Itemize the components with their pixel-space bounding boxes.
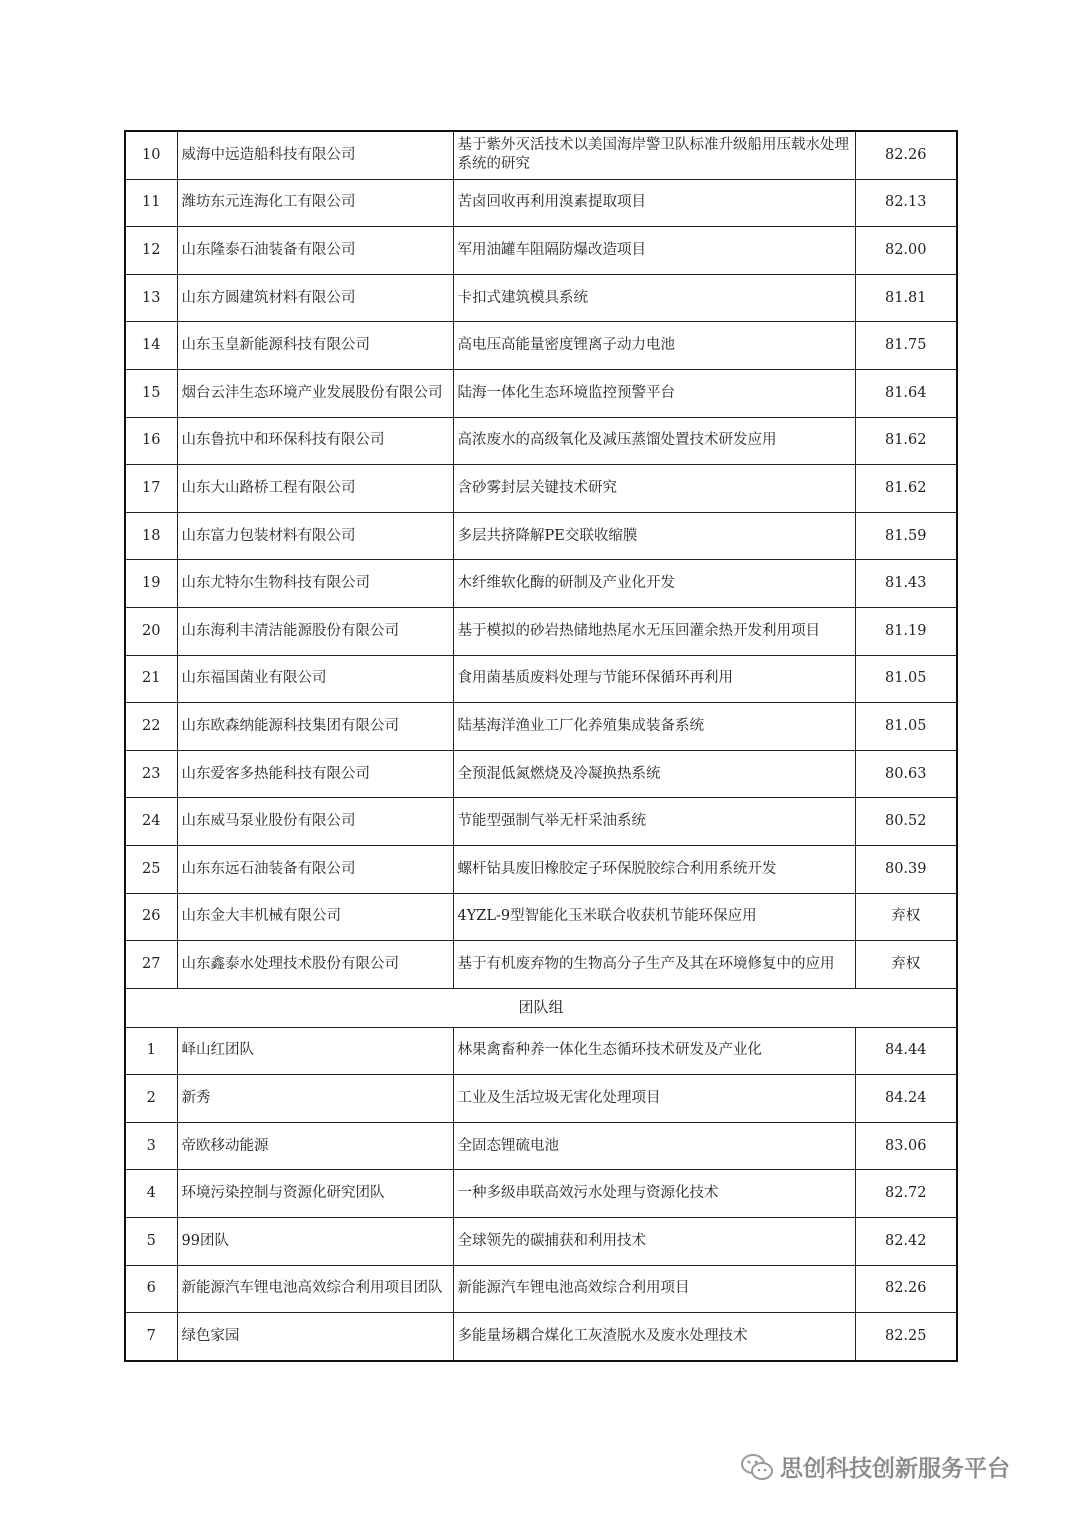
row-number: 23 [125, 750, 177, 798]
row-number: 17 [125, 465, 177, 513]
row-number: 25 [125, 845, 177, 893]
group-header-row [125, 988, 957, 1027]
table-row [125, 1313, 957, 1361]
company-name: 山东富力包装材料有限公司 [177, 512, 453, 560]
project-name: 多层共挤降解PE交联收缩膜 [453, 512, 855, 560]
table-row [125, 1075, 957, 1123]
project-name: 陆海一体化生态环境监控预警平台 [453, 369, 855, 417]
project-name: 全预混低氮燃烧及冷凝换热系统 [453, 750, 855, 798]
company-name: 环境污染控制与资源化研究团队 [177, 1170, 453, 1218]
table-row [125, 607, 957, 655]
wechat-icon [740, 1452, 774, 1482]
results-table-body [125, 131, 957, 1361]
table-row [125, 798, 957, 846]
watermark [740, 1450, 1010, 1483]
table-row [125, 465, 957, 513]
project-name: 陆基海洋渔业工厂化养殖集成装备系统 [453, 703, 855, 751]
row-number: 3 [125, 1122, 177, 1170]
project-name: 4YZL-9型智能化玉米联合收获机节能环保应用 [453, 893, 855, 941]
table-row [125, 845, 957, 893]
row-number: 24 [125, 798, 177, 846]
table-row [125, 1027, 957, 1075]
project-name: 基于有机废弃物的生物高分子生产及其在环境修复中的应用 [453, 941, 855, 989]
row-number: 20 [125, 607, 177, 655]
project-name: 食用菌基质废料处理与节能环保循环再利用 [453, 655, 855, 703]
row-number: 16 [125, 417, 177, 465]
score: 81.75 [855, 322, 957, 370]
watermark-text: 思创科技创新服务平台 [780, 1456, 1010, 1482]
score: 81.05 [855, 703, 957, 751]
company-name: 99团队 [177, 1218, 453, 1266]
company-name: 山东爱客多热能科技有限公司 [177, 750, 453, 798]
project-name: 新能源汽车锂电池高效综合利用项目 [453, 1265, 855, 1313]
table-row [125, 274, 957, 322]
score: 81.19 [855, 607, 957, 655]
score: 82.72 [855, 1170, 957, 1218]
score: 82.26 [855, 131, 957, 179]
project-name: 军用油罐车阻隔防爆改造项目 [453, 227, 855, 275]
score: 81.64 [855, 369, 957, 417]
project-name: 多能量场耦合煤化工灰渣脱水及废水处理技术 [453, 1313, 855, 1361]
project-name: 全固态锂硫电池 [453, 1122, 855, 1170]
row-number: 7 [125, 1313, 177, 1361]
row-number: 22 [125, 703, 177, 751]
project-name: 工业及生活垃圾无害化处理项目 [453, 1075, 855, 1123]
table-row [125, 369, 957, 417]
score: 82.25 [855, 1313, 957, 1361]
score: 82.00 [855, 227, 957, 275]
table-row [125, 1122, 957, 1170]
row-number: 5 [125, 1218, 177, 1266]
score: 弃权 [855, 893, 957, 941]
table-row [125, 703, 957, 751]
company-name: 帝欧移动能源 [177, 1122, 453, 1170]
score: 82.13 [855, 179, 957, 227]
table-row [125, 512, 957, 560]
score: 84.24 [855, 1075, 957, 1123]
company-name: 山东威马泵业股份有限公司 [177, 798, 453, 846]
company-name: 烟台云沣生态环境产业发展股份有限公司 [177, 369, 453, 417]
score: 81.43 [855, 560, 957, 608]
company-name: 山东海利丰清洁能源股份有限公司 [177, 607, 453, 655]
company-name: 山东玉皇新能源科技有限公司 [177, 322, 453, 370]
row-number: 11 [125, 179, 177, 227]
score: 81.59 [855, 512, 957, 560]
project-name: 基于紫外灭活技术以美国海岸警卫队标准升级船用压载水处理系统的研究 [453, 131, 855, 179]
score: 83.06 [855, 1122, 957, 1170]
company-name: 山东金大丰机械有限公司 [177, 893, 453, 941]
project-name: 节能型强制气举无杆采油系统 [453, 798, 855, 846]
score: 82.26 [855, 1265, 957, 1313]
table-row [125, 1218, 957, 1266]
company-name: 山东东远石油装备有限公司 [177, 845, 453, 893]
row-number: 4 [125, 1170, 177, 1218]
company-name: 山东大山路桥工程有限公司 [177, 465, 453, 513]
row-number: 12 [125, 227, 177, 275]
score: 81.62 [855, 417, 957, 465]
score: 81.81 [855, 274, 957, 322]
project-name: 高电压高能量密度锂离子动力电池 [453, 322, 855, 370]
row-number: 14 [125, 322, 177, 370]
score: 81.62 [855, 465, 957, 513]
row-number: 15 [125, 369, 177, 417]
project-name: 木纤维软化酶的研制及产业化开发 [453, 560, 855, 608]
row-number: 18 [125, 512, 177, 560]
company-name: 山东隆泰石油装备有限公司 [177, 227, 453, 275]
table-row [125, 655, 957, 703]
results-table-container [124, 130, 956, 1362]
project-name: 含砂雾封层关键技术研究 [453, 465, 855, 513]
company-name: 山东方圆建筑材料有限公司 [177, 274, 453, 322]
score: 80.39 [855, 845, 957, 893]
company-name: 山东福国菌业有限公司 [177, 655, 453, 703]
company-name: 峄山红团队 [177, 1027, 453, 1075]
project-name: 基于模拟的砂岩热储地热尾水无压回灌余热开发利用项目 [453, 607, 855, 655]
row-number: 21 [125, 655, 177, 703]
group-label: 团队组 [125, 988, 957, 1027]
score: 弃权 [855, 941, 957, 989]
project-name: 卡扣式建筑模具系统 [453, 274, 855, 322]
row-number: 19 [125, 560, 177, 608]
project-name: 一种多级串联高效污水处理与资源化技术 [453, 1170, 855, 1218]
score: 81.05 [855, 655, 957, 703]
score: 84.44 [855, 1027, 957, 1075]
results-table [124, 130, 958, 1362]
project-name: 高浓废水的高级氧化及减压蒸馏处置技术研发应用 [453, 417, 855, 465]
project-name: 全球领先的碳捕获和利用技术 [453, 1218, 855, 1266]
row-number: 6 [125, 1265, 177, 1313]
company-name: 山东鲁抗中和环保科技有限公司 [177, 417, 453, 465]
table-row [125, 941, 957, 989]
company-name: 山东尤特尔生物科技有限公司 [177, 560, 453, 608]
project-name: 林果禽畜种养一体化生态循环技术研发及产业化 [453, 1027, 855, 1075]
project-name: 螺杆钻具废旧橡胶定子环保脱胶综合利用系统开发 [453, 845, 855, 893]
company-name: 绿色家园 [177, 1313, 453, 1361]
score: 80.63 [855, 750, 957, 798]
table-row [125, 227, 957, 275]
company-name: 威海中远造船科技有限公司 [177, 131, 453, 179]
row-number: 10 [125, 131, 177, 179]
table-row [125, 179, 957, 227]
company-name: 山东鑫泰水处理技术股份有限公司 [177, 941, 453, 989]
row-number: 2 [125, 1075, 177, 1123]
company-name: 潍坊东元连海化工有限公司 [177, 179, 453, 227]
row-number: 13 [125, 274, 177, 322]
score: 82.42 [855, 1218, 957, 1266]
company-name: 山东欧森纳能源科技集团有限公司 [177, 703, 453, 751]
company-name: 新能源汽车锂电池高效综合利用项目团队 [177, 1265, 453, 1313]
table-row [125, 893, 957, 941]
row-number: 26 [125, 893, 177, 941]
table-row [125, 322, 957, 370]
table-row [125, 1265, 957, 1313]
row-number: 1 [125, 1027, 177, 1075]
project-name: 苦卤回收再利用溴素提取项目 [453, 179, 855, 227]
table-row [125, 417, 957, 465]
table-row [125, 1170, 957, 1218]
score: 80.52 [855, 798, 957, 846]
table-row [125, 750, 957, 798]
row-number: 27 [125, 941, 177, 989]
table-row [125, 560, 957, 608]
company-name: 新秀 [177, 1075, 453, 1123]
table-row [125, 131, 957, 179]
